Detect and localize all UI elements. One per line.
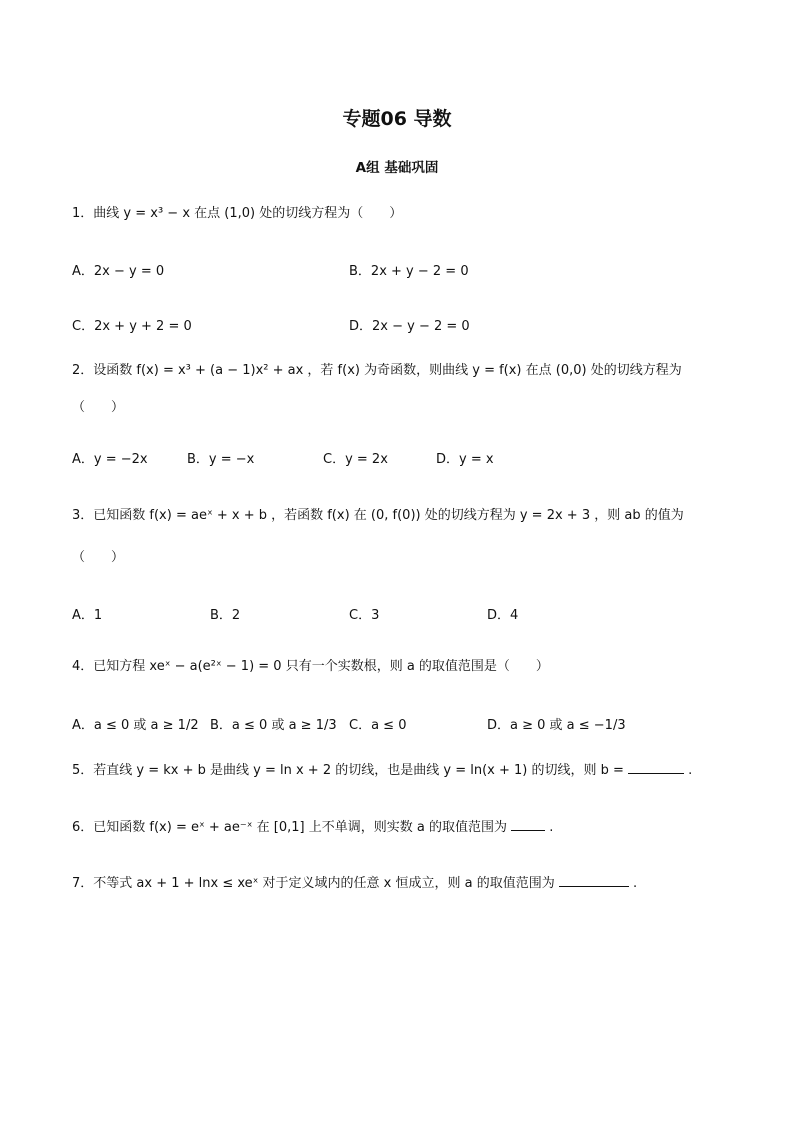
answer-blank-5[interactable] [628, 761, 684, 774]
q2-option-d: D．y = x [436, 452, 494, 467]
page-title: 专题06 导数 [342, 108, 452, 130]
q1-option-c: C．2x + y + 2 = 0 [72, 319, 192, 334]
q4-option-c: C．a ≤ 0 [349, 718, 407, 733]
q1-option-d: D．2x − y − 2 = 0 [349, 319, 470, 334]
question-7-text: 7．不等式 ax + 1 + lnx ≤ xeˣ 对于定义域内的任意 x 恒成立，则 a 的取值范围为 [72, 876, 555, 891]
question-4: 4．已知方程 xeˣ − a(e²ˣ − 1) = 0 只有一个实数根，则 a 的取值范围是（ ） [72, 659, 549, 674]
q4-option-d: D．a ≥ 0 或 a ≤ −1/3 [487, 718, 626, 733]
q2-option-a: A．y = −2x [72, 452, 148, 467]
answer-blank-7[interactable] [559, 874, 629, 887]
q3-option-a: A．1 [72, 608, 103, 623]
q3-option-b: B．2 [210, 608, 241, 623]
section-heading: A组 基础巩固 [355, 160, 439, 176]
q2-option-c: C．y = 2x [323, 452, 388, 467]
q1-option-a: A．2x − y = 0 [72, 264, 165, 279]
question-3: 3．已知函数 f(x) = aeˣ + x + b ，若函数 f(x) 在 (0, f(0)) 处的切线方程为 y = 2x + 3 ，则 ab 的值为 [72, 508, 684, 523]
question-3-paren: （ ） [72, 550, 125, 565]
question-6 [72, 818, 553, 837]
question-7-end: . [633, 876, 638, 891]
question-7 [72, 874, 637, 893]
question-2: 2．设函数 f(x) = x³ + (a − 1)x² + ax ，若 f(x) 为奇函数，则曲线 y = f(x) 在点 (0,0) 处的切线方程为 [72, 363, 682, 378]
question-6-text: 6．已知函数 f(x) = eˣ + ae⁻ˣ 在 [0,1] 上不单调，则实数 a 的取值范围为 [72, 820, 507, 835]
q2-option-b: B．y = −x [187, 452, 255, 467]
answer-blank-6[interactable] [511, 818, 545, 831]
question-5-end: . [688, 763, 693, 778]
q3-option-c: C．3 [349, 608, 380, 623]
q4-option-b: B．a ≤ 0 或 a ≥ 1/3 [210, 718, 337, 733]
question-6-end: . [549, 820, 554, 835]
question-5 [72, 761, 692, 780]
question-1: 1．曲线 y = x³ − x 在点 (1,0) 处的切线方程为（ ） [72, 206, 403, 221]
question-2-paren: （ ） [72, 400, 125, 415]
q1-option-b: B．2x + y − 2 = 0 [349, 264, 469, 279]
q4-option-a: A．a ≤ 0 或 a ≥ 1/2 [72, 718, 199, 733]
question-5-text: 5．若直线 y = kx + b 是曲线 y = ln x + 2 的切线，也是曲线 y = ln(x + 1) 的切线，则 b = [72, 763, 624, 778]
q3-option-d: D．4 [487, 608, 519, 623]
